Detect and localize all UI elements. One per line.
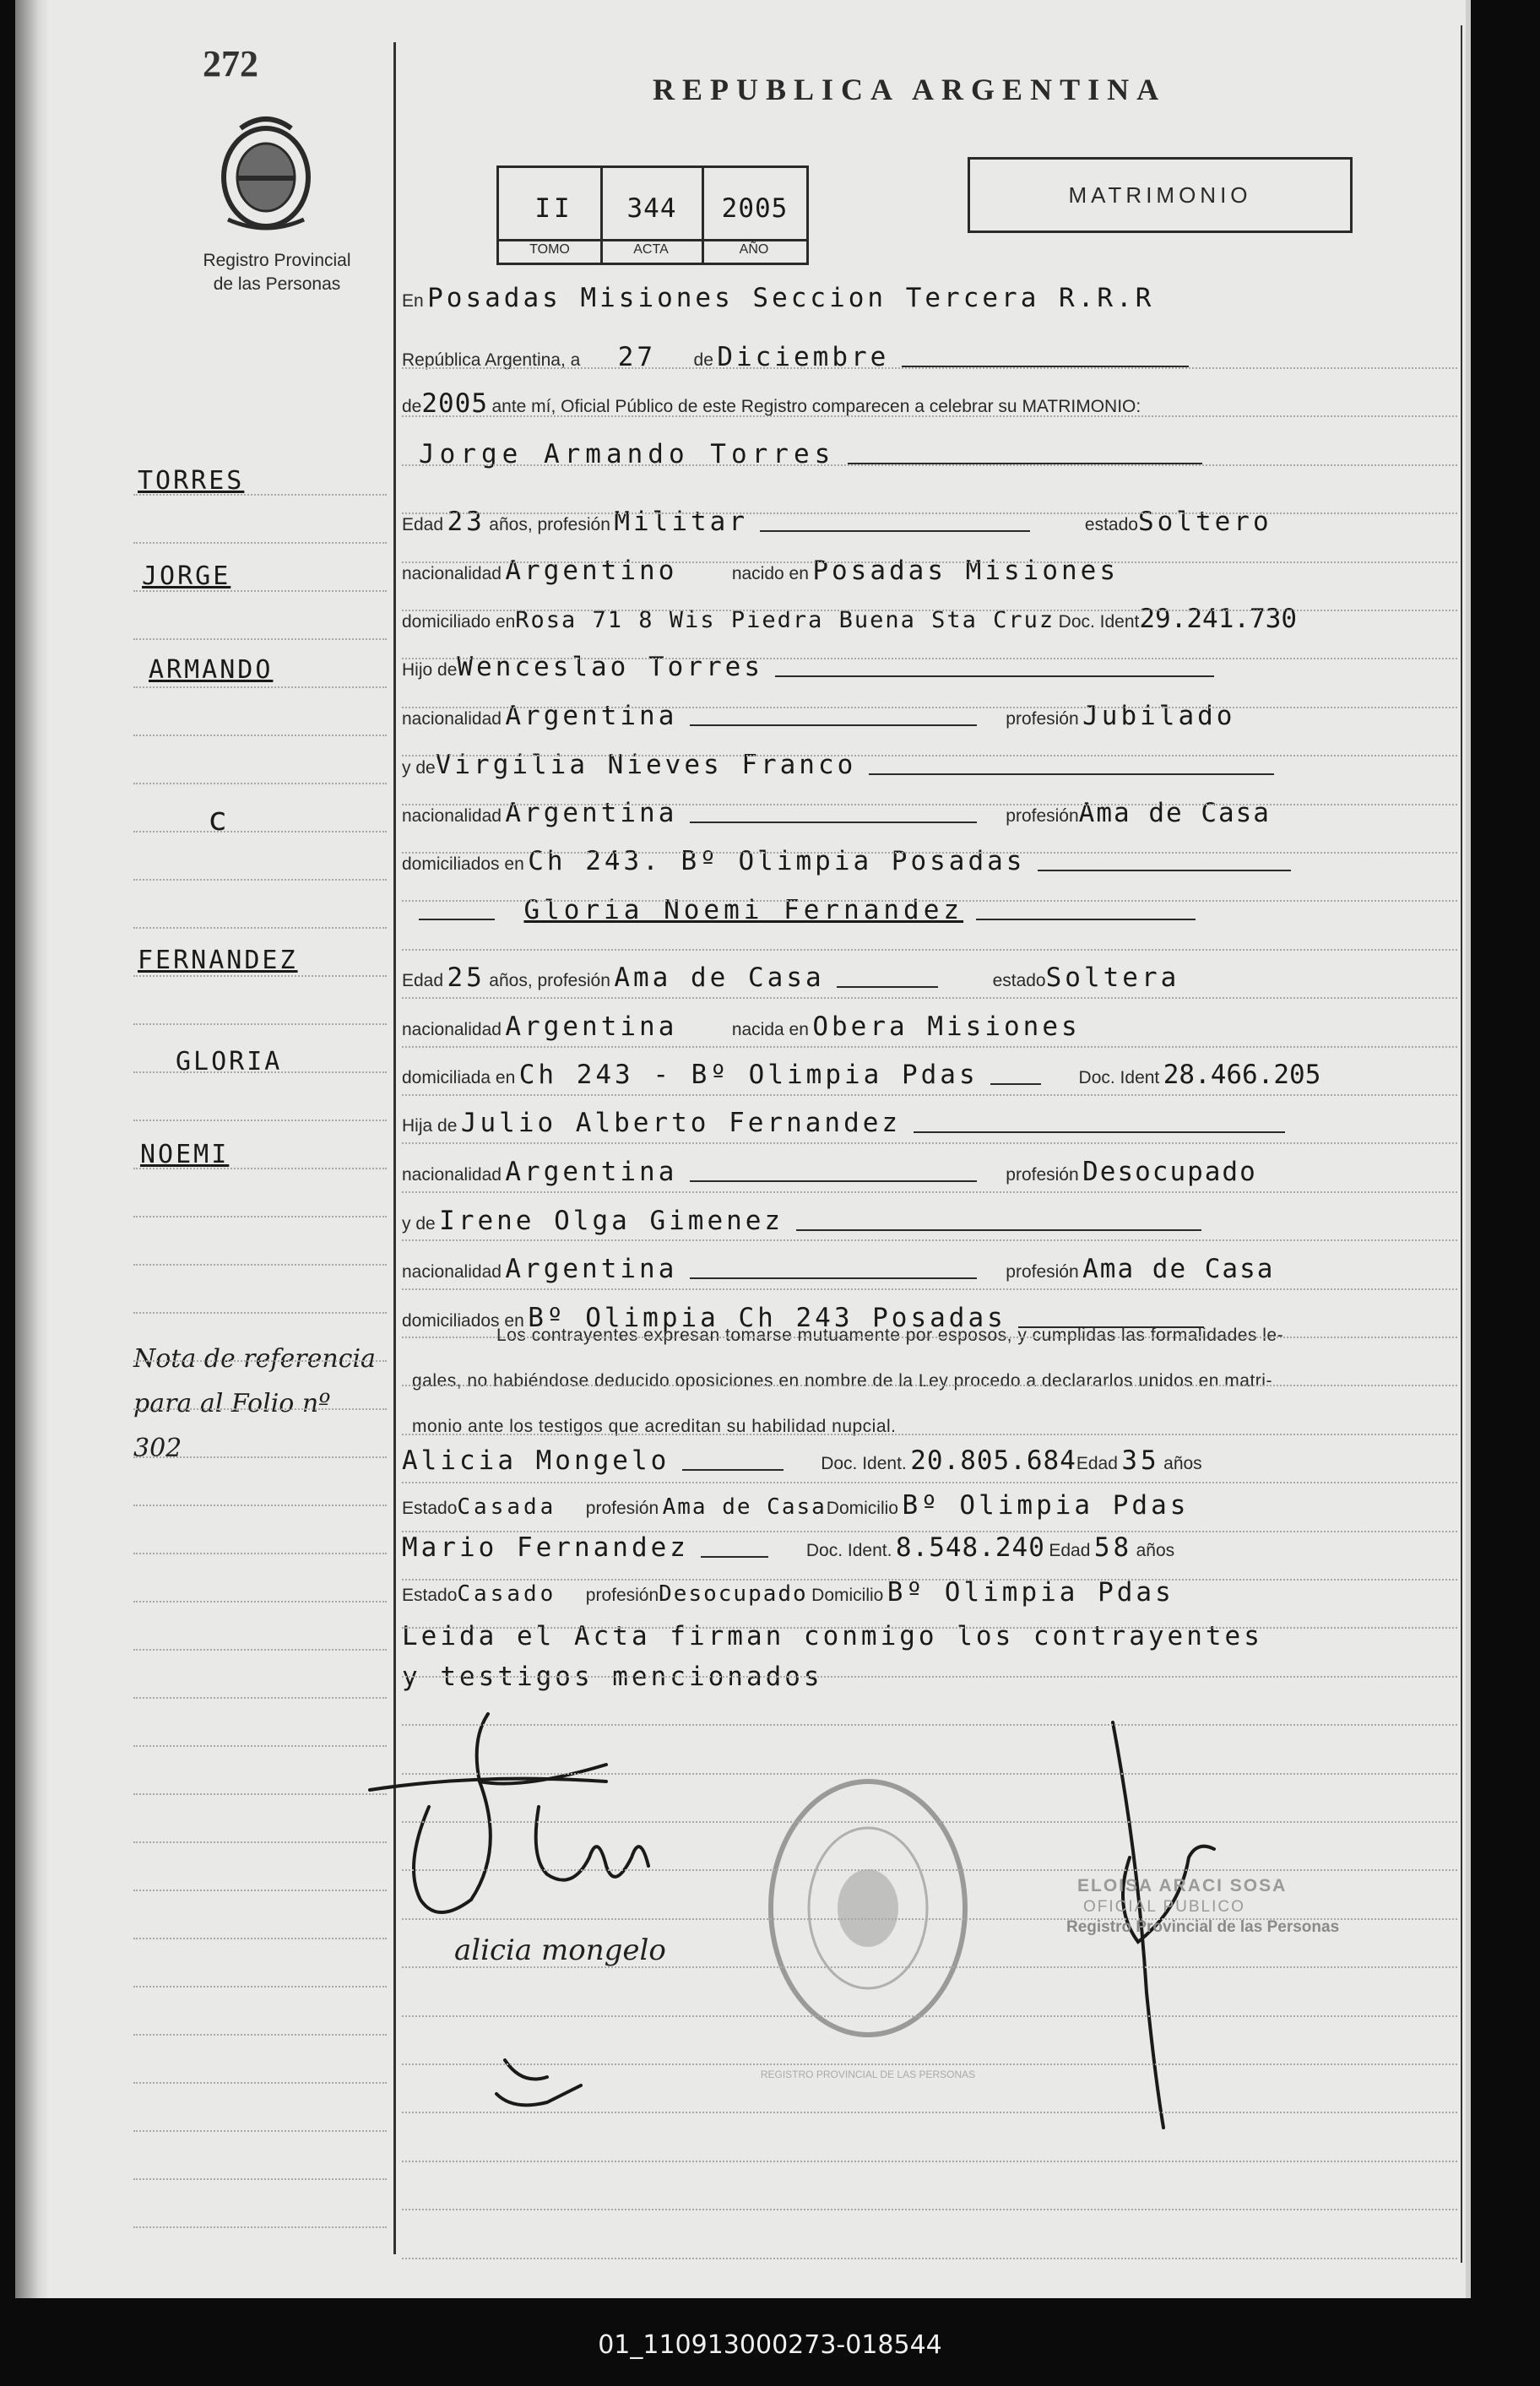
bride-nationality-value: Argentina	[505, 1011, 678, 1042]
line-witness-1	[402, 1445, 1202, 1476]
groom-mother-value: Virgilia Nieves Franco	[435, 750, 857, 780]
line-groom-parents-dom	[402, 846, 1291, 876]
body-rule	[402, 1337, 1457, 1338]
line-bride-age	[402, 963, 1179, 993]
official-seal-text: REGISTRO PROVINCIAL DE LAS PERSONAS	[760, 2069, 976, 2080]
bride-father-profession-value: Desocupado	[1082, 1157, 1257, 1187]
body-rule	[402, 1821, 1457, 1823]
groom-father-profession-value: Jubilado	[1082, 701, 1236, 731]
line-locality	[402, 283, 1154, 313]
margin-rule	[133, 2178, 387, 2180]
body-rule	[402, 1142, 1457, 1144]
folio-number: 272	[203, 43, 258, 84]
locality-value: Posadas Misiones Seccion Tercera R.R.R	[427, 283, 1155, 313]
line-groom-mother-nat	[402, 798, 1271, 828]
groom-nationality-value: Argentino	[505, 556, 678, 586]
margin-rule	[133, 1793, 387, 1795]
registry-label-line-2: de las Personas	[213, 274, 341, 294]
acta-value: 344	[626, 193, 677, 224]
bride-birthplace-value: Obera Misiones	[812, 1011, 1081, 1042]
body-rule	[402, 2112, 1457, 2113]
signature-groom	[370, 1714, 606, 1912]
bride-doc-value: 28.466.205	[1163, 1060, 1321, 1090]
label-hija-de: Hija de	[402, 1116, 458, 1136]
margin-rule	[133, 1505, 387, 1506]
year-value: 2005	[421, 388, 489, 419]
margin-rule	[133, 1986, 387, 1987]
margin-rule	[133, 1890, 387, 1891]
body-rule	[402, 2063, 1457, 2065]
body-rule	[402, 1773, 1457, 1775]
margin-rule	[133, 1745, 387, 1747]
body-rule	[402, 2209, 1457, 2210]
margin-rule	[133, 1120, 387, 1121]
margin-rule	[133, 2226, 387, 2228]
line-groom-father-nat	[402, 701, 1235, 731]
margin-rule	[133, 1697, 387, 1699]
bride-parents-domicile-value: Bº Olimpia Ch 243 Posadas	[528, 1303, 1006, 1333]
witness-1-doc-value: 20.805.684	[910, 1445, 1076, 1476]
signature-witness-2	[496, 2060, 581, 2105]
margin-rule	[133, 2130, 387, 2132]
groom-father-nationality-value: Argentina	[505, 701, 678, 731]
month-value: Diciembre	[717, 342, 890, 372]
label-nacionalidad: nacionalidad	[402, 1020, 502, 1039]
ano-label: AÑO	[739, 242, 769, 257]
body-rule	[402, 755, 1457, 756]
registry-label	[176, 249, 378, 296]
label-edad: Edad	[402, 971, 444, 990]
margin-rule	[133, 1841, 387, 1843]
groom-father-value: Wenceslao Torres	[457, 652, 763, 682]
ano-value: 2005	[721, 193, 789, 224]
image-caption: 01_110913000273-018544	[598, 2330, 942, 2360]
tomo-label: TOMO	[529, 242, 570, 257]
margin-groom-middle: ARMANDO	[149, 655, 274, 685]
body-rule	[402, 2015, 1457, 2017]
line-groom-father	[402, 652, 1214, 682]
margin-rule	[133, 1938, 387, 1939]
line-witness-1-details	[402, 1490, 1189, 1521]
label-estado: estado	[1084, 515, 1138, 534]
body-rule	[402, 1288, 1457, 1290]
act-type-box: MATRIMONIO	[968, 157, 1353, 233]
line-bride-mother	[402, 1206, 1201, 1236]
label-edad: Edad	[1076, 1454, 1118, 1473]
label-profesion: profesión	[1006, 1165, 1079, 1185]
line-bride-father-nat	[402, 1157, 1257, 1187]
label-y-de: y de	[402, 758, 436, 778]
closing-line-2: y testigos mencionados	[402, 1662, 823, 1692]
body-rule	[402, 804, 1457, 805]
bride-age-value: 25	[447, 963, 485, 993]
formula-paragraph	[412, 1313, 1459, 1450]
label-nacionalidad: nacionalidad	[402, 1165, 502, 1185]
formula-line-2: gales, no habiéndose deducido oposiciones en nombre de la Ley procedo a declararlos unidos en matri-	[412, 1371, 1272, 1391]
official-org: Registro Provincial de las Personas	[1066, 1918, 1340, 1936]
groom-doc-value: 29.241.730	[1139, 604, 1298, 634]
label-en: En	[402, 291, 424, 311]
groom-domicile-value: Rosa 71 8 Wis Piedra Buena Sta Cruz	[515, 607, 1055, 633]
body-rule	[402, 900, 1457, 902]
bride-mother-value: Irene Olga Gimenez	[439, 1206, 784, 1236]
label-nacionalidad: nacionalidad	[402, 1262, 502, 1282]
witness-2-status-value: Casado	[457, 1581, 557, 1607]
groom-profession-value: Militar	[614, 507, 748, 537]
margin-rule	[133, 879, 387, 881]
body-rule	[402, 464, 1457, 466]
margin-rule	[133, 1168, 387, 1169]
label-anos: años	[1136, 1541, 1175, 1560]
label-republica: República Argentina, a	[402, 350, 581, 370]
label-hijo-de: Hijo de	[402, 660, 458, 680]
label-nacionalidad: nacionalidad	[402, 806, 502, 826]
line-witness-2	[402, 1532, 1174, 1563]
body-rule	[402, 1724, 1457, 1726]
margin-rule	[133, 1071, 387, 1073]
body-rule	[402, 707, 1457, 708]
margin-rule	[133, 1312, 387, 1314]
margin-rule	[133, 927, 387, 929]
body-rule	[402, 1627, 1457, 1629]
bride-status-value: Soltera	[1045, 963, 1180, 993]
body-rule	[402, 997, 1457, 999]
margin-rule	[133, 686, 387, 688]
margin-groom-surname: TORRES	[138, 466, 245, 496]
label-domiciliada-en: domiciliada en	[402, 1068, 516, 1087]
label-estado: estado	[992, 971, 1046, 990]
body-rule	[402, 1869, 1457, 1871]
line-bride-name	[419, 895, 1196, 925]
line-bride-domicile	[402, 1060, 1320, 1090]
label-edad: Edad	[1049, 1541, 1091, 1560]
line-bride-nationality	[402, 1011, 1081, 1042]
margin-rule	[133, 590, 387, 592]
groom-mother-profession-value: Ama de Casa	[1078, 798, 1271, 828]
body-rule	[402, 1482, 1457, 1483]
margin-conjunction: c	[208, 800, 230, 838]
body-rule	[402, 1191, 1457, 1193]
groom-age-value: 23	[447, 507, 485, 537]
body-rule	[402, 852, 1457, 854]
witness-2-name-value: Mario Fernandez	[402, 1532, 689, 1563]
margin-note-line-2: para al Folio nº	[133, 1389, 331, 1418]
witness-1-name-value: Alicia Mongelo	[402, 1445, 670, 1476]
body-rule	[402, 1579, 1457, 1581]
label-de: de	[693, 350, 713, 370]
body-rule	[402, 1918, 1457, 1920]
bride-mother-profession-value: Ama de Casa	[1082, 1254, 1275, 1284]
body-rule	[402, 1434, 1457, 1435]
margin-rule	[133, 975, 387, 977]
margin-rule	[133, 1264, 387, 1266]
country-title: REPUBLICA ARGENTINA	[653, 73, 1167, 106]
label-domiciliados-en: domiciliados en	[402, 1311, 524, 1331]
day-value: 27	[617, 342, 657, 372]
bride-name-value: Gloria Noemi Fernandez	[523, 895, 964, 925]
witness-1-age-value: 35	[1121, 1445, 1160, 1476]
witness-1-status-value: Casada	[457, 1494, 557, 1520]
margin-rule	[133, 542, 387, 544]
witness-1-signature-text: alicia mongelo	[454, 1933, 666, 1967]
label-domicilio: Domicilio	[811, 1586, 884, 1605]
label-nacida-en: nacida en	[731, 1020, 809, 1039]
label-profesion: años, profesión	[489, 515, 610, 534]
line-bride-father	[402, 1108, 1285, 1138]
label-domicilio: Domicilio	[826, 1499, 898, 1518]
coat-of-arms-icon	[211, 110, 321, 236]
label-doc-ident: Doc. Ident.	[821, 1454, 907, 1473]
label-nacionalidad: nacionalidad	[402, 709, 502, 729]
margin-rule	[133, 1408, 387, 1410]
tomo-value: II	[534, 193, 573, 224]
margin-rule	[133, 638, 387, 640]
line-closing-1	[402, 1621, 1263, 1651]
groom-parents-domicile-value: Ch 243. Bº Olimpia Posadas	[528, 846, 1026, 876]
bride-domicile-value: Ch 243 - Bº Olimpia Pdas	[518, 1060, 979, 1090]
body-rule	[402, 658, 1457, 659]
body-rule	[402, 367, 1457, 369]
line-groom-age	[402, 507, 1272, 537]
margin-rule	[133, 2082, 387, 2084]
label-doc-ident: Doc. Ident	[1078, 1068, 1160, 1087]
margin-note-line-3: 302	[133, 1434, 182, 1463]
body-rule	[402, 1385, 1457, 1386]
groom-status-value: Soltero	[1137, 507, 1272, 537]
label-domiciliado-en: domiciliado en	[402, 612, 516, 632]
margin-bride-first: GLORIA	[176, 1047, 283, 1076]
witness-2-doc-value: 8.548.240	[895, 1532, 1045, 1563]
right-border	[1461, 25, 1462, 2263]
bride-father-value: Julio Alberto Fernandez	[460, 1108, 902, 1138]
page-binding-edge	[15, 0, 49, 2298]
label-doc-ident: Doc. Ident	[1058, 612, 1140, 632]
margin-rule	[133, 831, 387, 832]
label-edad: Edad	[402, 515, 444, 534]
body-rule	[402, 610, 1457, 611]
line-witness-2-details	[402, 1577, 1174, 1608]
margin-bride-middle: NOEMI	[140, 1140, 230, 1169]
body-rule	[402, 2161, 1457, 2162]
label-estado: Estado	[402, 1586, 458, 1605]
body-rule	[402, 949, 1457, 951]
body-rule	[402, 1046, 1457, 1048]
witness-2-profession-value: Desocupado	[659, 1581, 808, 1607]
register-page	[15, 0, 1471, 2298]
line-year	[402, 388, 1141, 419]
body-rule	[402, 512, 1457, 514]
margin-rule	[133, 1649, 387, 1651]
body-rule	[402, 2258, 1457, 2259]
groom-name-value: Jorge Armando Torres	[419, 439, 836, 469]
witness-2-domicile-value: Bº Olimpia Pdas	[887, 1577, 1174, 1608]
body-rule	[402, 1094, 1457, 1096]
label-profesion: profesión	[1006, 806, 1079, 826]
margin-rule	[133, 1456, 387, 1458]
bride-mother-nationality-value: Argentina	[505, 1254, 678, 1284]
witness-2-age-value: 58	[1093, 1532, 1133, 1563]
registry-id-box	[496, 165, 809, 265]
closing-line-1: Leida el Acta firman conmigo los contrayentes	[402, 1621, 1263, 1651]
label-de-year: de	[402, 397, 422, 416]
label-profesion: profesión	[585, 1586, 659, 1605]
margin-rule	[133, 494, 387, 496]
label-profesion: profesión	[1006, 1262, 1079, 1282]
official-title: OFICIAL PUBLICO	[1083, 1898, 1245, 1916]
label-profesion: años, profesión	[489, 971, 610, 990]
margin-rule	[133, 1601, 387, 1602]
groom-birthplace-value: Posadas Misiones	[812, 556, 1119, 586]
formula-line-1: Los contrayentes expresan tomarse mutuamente por esposos, y cumplidas las formalidades le-	[496, 1326, 1284, 1345]
margin-rule	[133, 2034, 387, 2036]
body-rule	[402, 1966, 1457, 1968]
bride-father-nationality-value: Argentina	[505, 1157, 678, 1187]
label-estado: Estado	[402, 1499, 458, 1518]
label-doc-ident: Doc. Ident.	[805, 1541, 892, 1560]
acta-label: ACTA	[633, 242, 669, 257]
formula-line-3: monio ante los testigos que acreditan su habilidad nupcial.	[412, 1417, 897, 1436]
label-y-de: y de	[402, 1214, 436, 1234]
witness-1-domicile-value: Bº Olimpia Pdas	[902, 1490, 1190, 1521]
line-bride-mother-nat	[402, 1254, 1274, 1284]
margin-rule	[133, 735, 387, 736]
body-rule	[402, 1676, 1457, 1678]
margin-rule	[133, 783, 387, 784]
label-anos: años	[1163, 1454, 1202, 1473]
label-profesion: profesión	[585, 1499, 659, 1518]
margin-rule	[133, 1216, 387, 1217]
bride-profession-value: Ama de Casa	[614, 963, 825, 993]
label-domiciliados-en: domiciliados en	[402, 854, 524, 874]
label-profesion: profesión	[1006, 709, 1079, 729]
margin-rule	[133, 1360, 387, 1362]
official-name: ELOISA ARACI SOSA	[1077, 1876, 1288, 1895]
margin-rule	[133, 1023, 387, 1025]
body-rule	[402, 1531, 1457, 1532]
groom-mother-nationality-value: Argentina	[505, 798, 678, 828]
witness-1-profession-value: Ama de Casa	[662, 1494, 827, 1520]
label-comparecen: ante mí, Oficial Público de este Registro comparecen a celebrar su MATRIMONIO:	[491, 397, 1141, 416]
margin-rule	[133, 1553, 387, 1554]
official-seal-icon	[758, 1765, 978, 2052]
registry-label-line-1: Registro Provincial	[203, 251, 351, 270]
body-rule	[402, 1239, 1457, 1241]
margin-bride-surname: FERNANDEZ	[138, 946, 298, 975]
line-groom-domicile	[402, 604, 1297, 634]
margin-note-line-1: Nota de referencia	[133, 1344, 376, 1374]
body-rule	[402, 561, 1457, 563]
margin-groom-first: JORGE	[142, 561, 231, 591]
line-groom-nationality	[402, 556, 1119, 586]
label-nacido-en: nacido en	[731, 564, 809, 583]
label-nacionalidad: nacionalidad	[402, 564, 502, 583]
body-rule	[402, 415, 1457, 417]
